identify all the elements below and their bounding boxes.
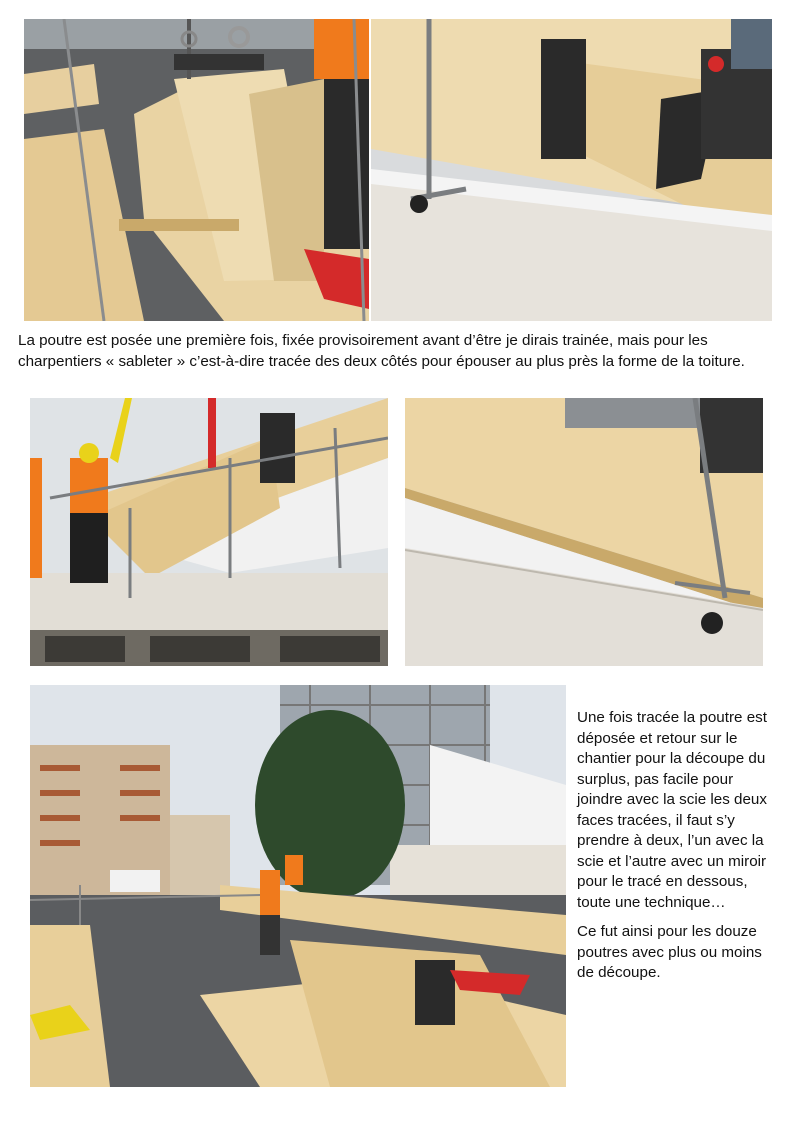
caption-second-paragraph-2: Ce fut ainsi pour les douze poutres avec plus ou moins de découpe. (577, 923, 762, 981)
caption-second-paragraph-1: Une fois tracée la poutre est déposée et retour sur le chantier pour la découpe du surplus, pas facile pour joindre avec la scie les deux faces tracées, il faut s’y prendre à deux, l’un avec la scie et l’autre avec un miroir pour le tracé en dessous, toute une technique… (577, 709, 767, 911)
caption-second (577, 708, 779, 993)
photo-workers-guiding-beam (30, 398, 388, 666)
photo-worksite-cutting-beams (30, 685, 566, 1087)
photo-beam-on-roof-bracket (371, 19, 772, 321)
photo-beam-lifting-hooks (24, 19, 369, 321)
caption-first: La poutre est posée une première fois, fixée provisoirement avant d’être je dirais trainée, mais pour les charpentiers « sableter » c’est-à-dire tracée des deux côtés pour épouser au plus près la forme de la toiture. (18, 332, 745, 370)
photo-beam-closeup-roof-edge (405, 398, 763, 666)
